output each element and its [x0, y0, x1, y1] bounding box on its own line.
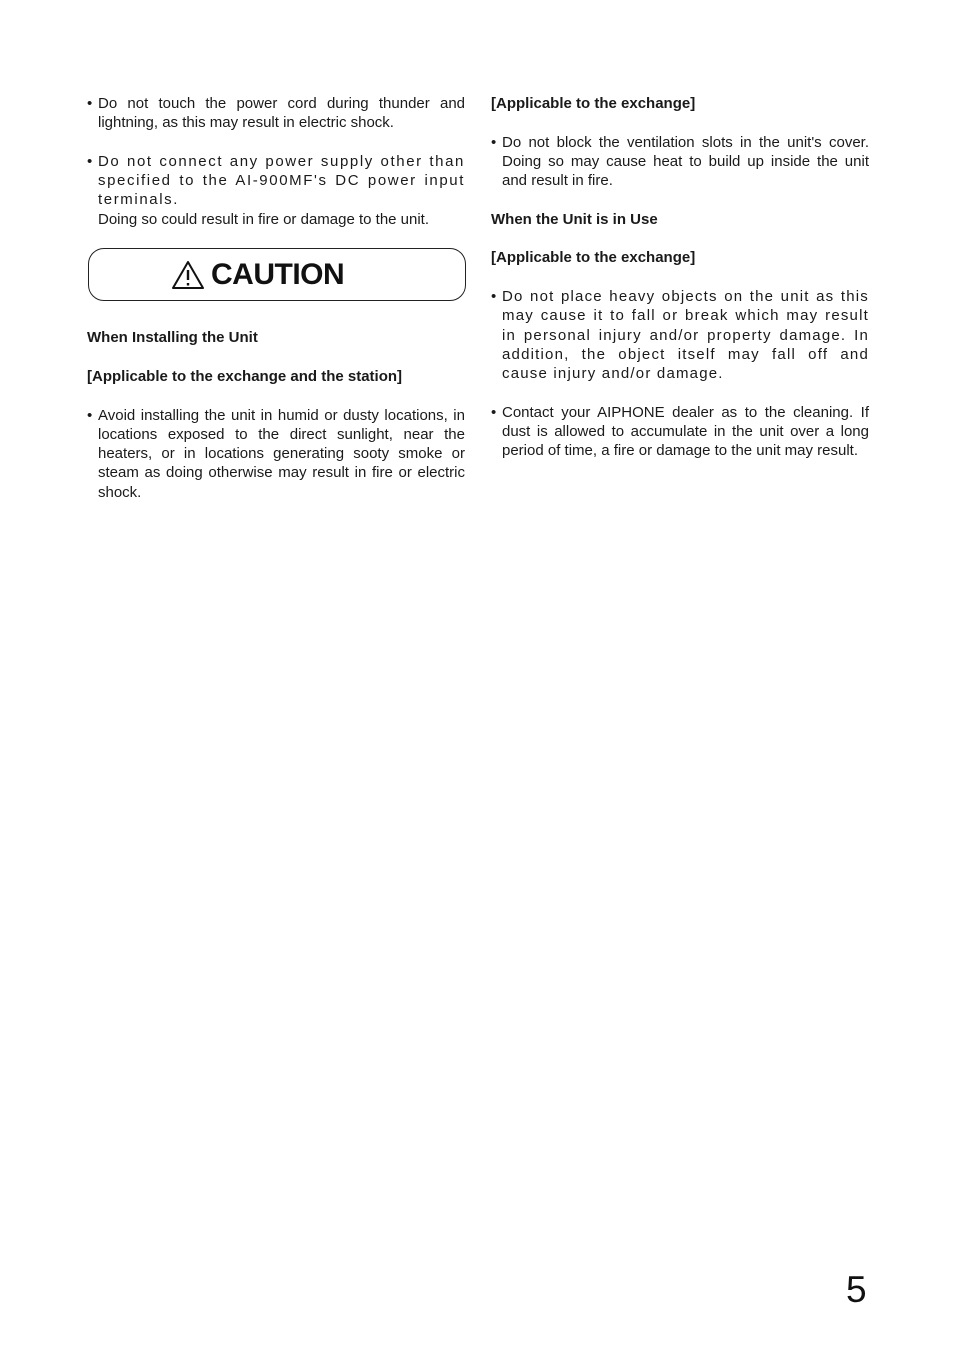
- bullet-marker: •: [491, 133, 497, 151]
- bullet-marker: •: [87, 152, 93, 170]
- section-heading: When Installing the Unit: [87, 329, 258, 347]
- warning-text: Do not touch the power cord during thunder and lightning, as this may result in electric shock.: [98, 95, 465, 132]
- warning-triangle-icon: [171, 260, 205, 290]
- list-item: [87, 152, 465, 229]
- bullet-marker: •: [87, 406, 93, 424]
- warning-text: Do not connect any power supply other than specified to the AI-900MF's DC power input terminals.: [98, 152, 465, 209]
- caution-text: Contact your AIPHONE dealer as to the cleaning. If dust is allowed to accumulate in the unit over a long period of time, a fire or damage to the unit may result.: [502, 403, 869, 460]
- list-item: [87, 94, 465, 133]
- list-item: [491, 133, 869, 191]
- caution-title: CAUTION: [211, 258, 345, 292]
- list-item: [491, 287, 869, 383]
- bullet-marker: •: [491, 403, 497, 421]
- caution-text: Do not block the ventilation slots in the unit's cover. Doing so may cause heat to build up inside the unit and result in fire.: [502, 133, 869, 190]
- applicability-label: [Applicable to the exchange]: [491, 95, 696, 112]
- list-item: [87, 406, 465, 502]
- section-heading: When the Unit is in Use: [491, 210, 658, 228]
- right-column: [491, 94, 869, 480]
- left-column: [87, 94, 465, 521]
- bullet-marker: •: [491, 287, 497, 305]
- warning-text-continuation: Doing so could result in fire or damage to the unit.: [98, 210, 430, 228]
- applicability-label: [Applicable to the exchange and the station]: [87, 367, 403, 385]
- caution-text: Avoid installing the unit in humid or dusty locations, in locations exposed to the direct sunlight, near the heaters, or in locations generating sooty smoke or steam as doing otherwise may result in fire or electric shock.: [98, 406, 465, 501]
- list-item: [491, 403, 869, 461]
- bullet-marker: •: [87, 95, 93, 112]
- caution-banner: [88, 248, 466, 301]
- page-number: 5: [846, 1269, 867, 1310]
- applicability-label: [Applicable to the exchange]: [491, 249, 696, 267]
- caution-text: Do not place heavy objects on the unit as this may cause it to fall or break which may result in personal injury and/or property damage. In addition, the object itself may fall off and cause injury and/or damage.: [502, 287, 869, 383]
